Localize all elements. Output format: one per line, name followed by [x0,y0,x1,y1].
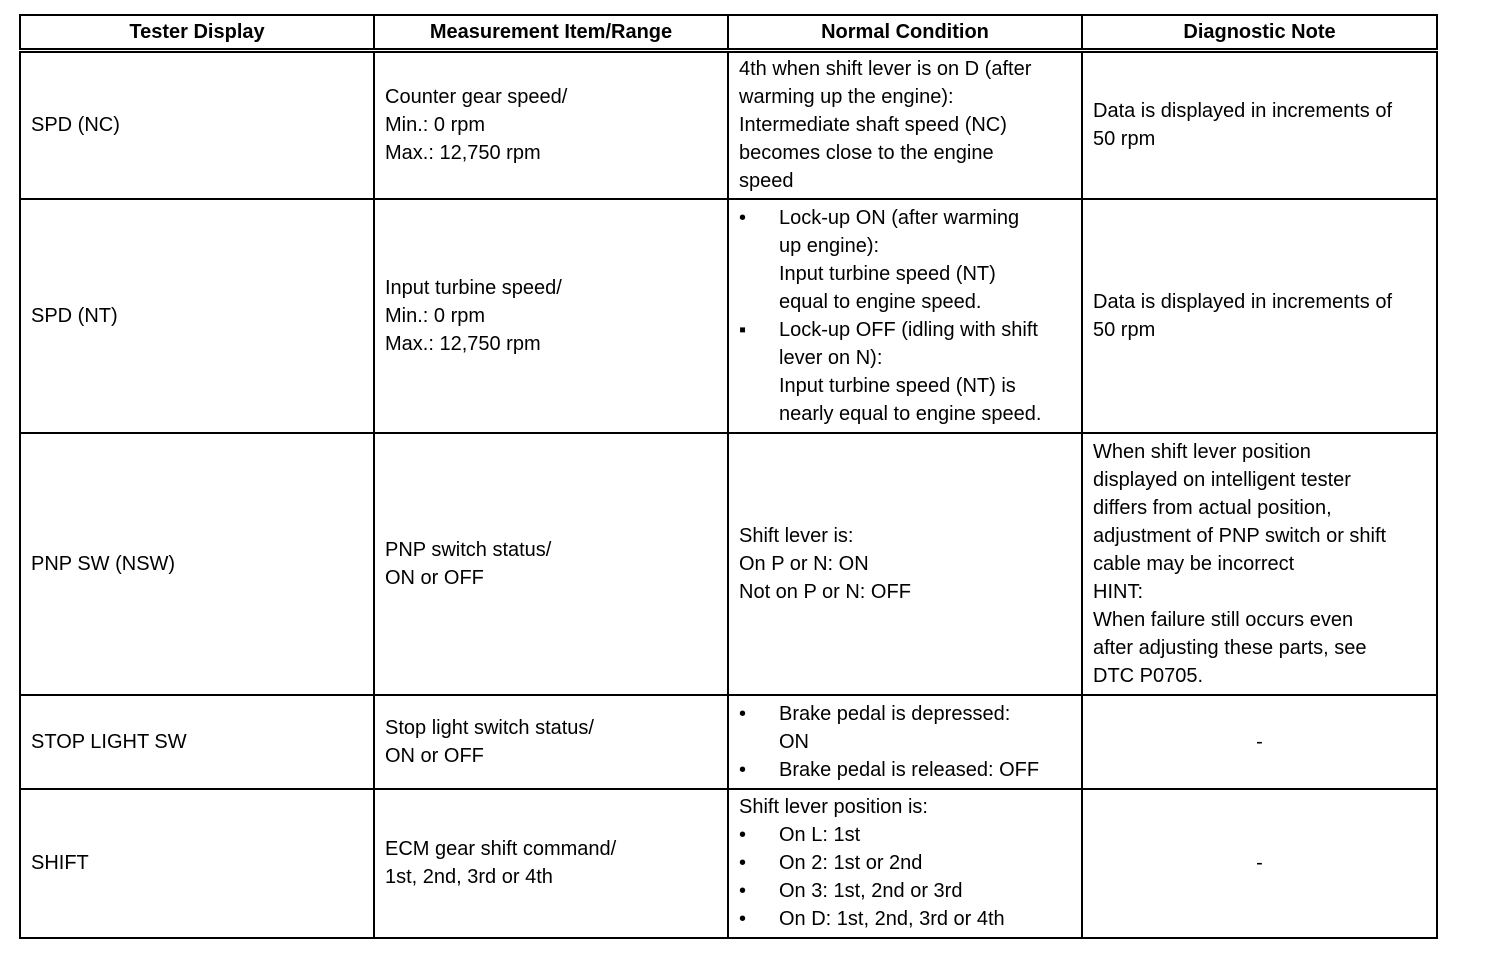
measurement-line: Max.: 12,750 rpm [385,142,541,165]
bullet-line: up engine): [779,234,880,257]
note-line: after adjusting these parts, see [1093,636,1367,659]
bullet-line: Lock-up OFF (idling with shift [779,318,1038,341]
normal-condition-cell [728,433,1082,695]
bullet-icon: • [739,758,747,781]
normal-condition-cell [728,789,1082,938]
bullet-line: Lock-up ON (after warming [779,206,1020,229]
measurement-line: Min.: 0 rpm [385,304,486,327]
note-line: cable may be incorrect [1093,552,1295,575]
table-row [20,695,1437,789]
bullet-line: On L: 1st [779,824,861,846]
note-line: Data is displayed in increments of [1093,100,1393,123]
normal-condition-cell [728,695,1082,789]
measurement-cell [374,433,728,695]
bullet-item [739,905,1071,933]
header-normal-condition: Normal Condition [728,15,1082,51]
table-row [20,51,1437,199]
measurement-line: ECM gear shift command/ [385,838,617,860]
table-row [20,433,1437,695]
tester-display-cell: SPD (NC) [20,51,374,199]
bullet-line: equal to engine speed. [779,290,982,313]
bullet-item [739,204,1071,316]
table-header-row [20,15,1437,51]
normal-line: speed [739,170,794,193]
bullet-item [739,700,1071,756]
note-hint-label: HINT: [1093,580,1143,603]
bullet-line: Input turbine speed (NT) is [779,374,1016,397]
diagnostic-note-cell [1082,51,1437,199]
note-line: displayed on intelligent tester [1093,468,1351,491]
bullet-line: Brake pedal is released: OFF [779,758,1040,781]
bullet-line: On 2: 1st or 2nd [779,852,923,874]
diagnostic-note-cell: - [1082,789,1437,938]
note-line: When shift lever position [1093,440,1311,463]
tester-display-cell: STOP LIGHT SW [20,695,374,789]
measurement-line: Stop light switch status/ [385,716,594,739]
normal-condition-cell [728,51,1082,199]
bullet-item [739,821,1071,849]
bullet-line: Brake pedal is depressed: [779,702,1011,725]
normal-line: Intermediate shaft speed (NC) [739,114,1007,137]
note-line: differs from actual position, [1093,496,1332,519]
normal-line: Shift lever is: [739,524,854,547]
bullet-icon: • [739,908,747,930]
measurement-line: Max.: 12,750 rpm [385,332,541,355]
bullet-line: On D: 1st, 2nd, 3rd or 4th [779,908,1005,930]
table-row [20,789,1437,938]
normal-line: becomes close to the engine [739,142,994,165]
table-row [20,199,1437,433]
tester-display-cell: SHIFT [20,789,374,938]
measurement-line: 1st, 2nd, 3rd or 4th [385,866,553,888]
note-line: When failure still occurs even [1093,608,1354,631]
bullet-icon: • [739,702,747,725]
bullet-icon: • [739,206,747,229]
note-line: 50 rpm [1093,318,1156,341]
bullet-icon: • [739,880,747,902]
header-measurement-item: Measurement Item/Range [374,15,728,51]
bullet-line: Input turbine speed (NT) [779,262,996,285]
bullet-item [739,877,1071,905]
bullet-item [739,756,1071,784]
bullet-icon: • [739,852,747,874]
note-line: adjustment of PNP switch or shift [1093,524,1387,547]
diagnostic-note-cell: - [1082,695,1437,789]
bullet-line: nearly equal to engine speed. [779,402,1042,425]
bullet-line: On 3: 1st, 2nd or 3rd [779,880,963,902]
header-tester-display: Tester Display [20,15,374,51]
note-line: Data is displayed in increments of [1093,290,1393,313]
measurement-line: Counter gear speed/ [385,86,568,109]
measurement-cell [374,199,728,433]
bullet-item [739,849,1071,877]
bullet-line: ON [779,730,809,753]
tester-display-cell: PNP SW (NSW) [20,433,374,695]
bullet-item [739,316,1071,428]
note-line: DTC P0705. [1093,664,1204,687]
normal-line: On P or N: ON [739,552,869,575]
measurement-line: Min.: 0 rpm [385,114,486,137]
normal-intro-line: Shift lever position is: [739,796,928,818]
measurement-cell [374,695,728,789]
measurement-line: PNP switch status/ [385,538,552,561]
bullet-icon: • [739,824,747,846]
bullet-line: lever on N): [779,346,883,369]
normal-line: 4th when shift lever is on D (after [739,58,1032,81]
tester-data-table [19,14,1438,939]
header-diagnostic-note: Diagnostic Note [1082,15,1437,51]
normal-line: Not on P or N: OFF [739,580,911,603]
diagnostic-note-cell [1082,433,1437,695]
square-bullet-icon: ▪ [739,318,747,341]
measurement-line: ON or OFF [385,744,484,767]
normal-condition-cell [728,199,1082,433]
measurement-cell [374,789,728,938]
tester-display-cell: SPD (NT) [20,199,374,433]
normal-line: warming up the engine): [739,86,954,109]
measurement-line: ON or OFF [385,566,484,589]
measurement-cell [374,51,728,199]
diagnostic-note-cell [1082,199,1437,433]
measurement-line: Input turbine speed/ [385,276,562,299]
note-line: 50 rpm [1093,128,1156,151]
